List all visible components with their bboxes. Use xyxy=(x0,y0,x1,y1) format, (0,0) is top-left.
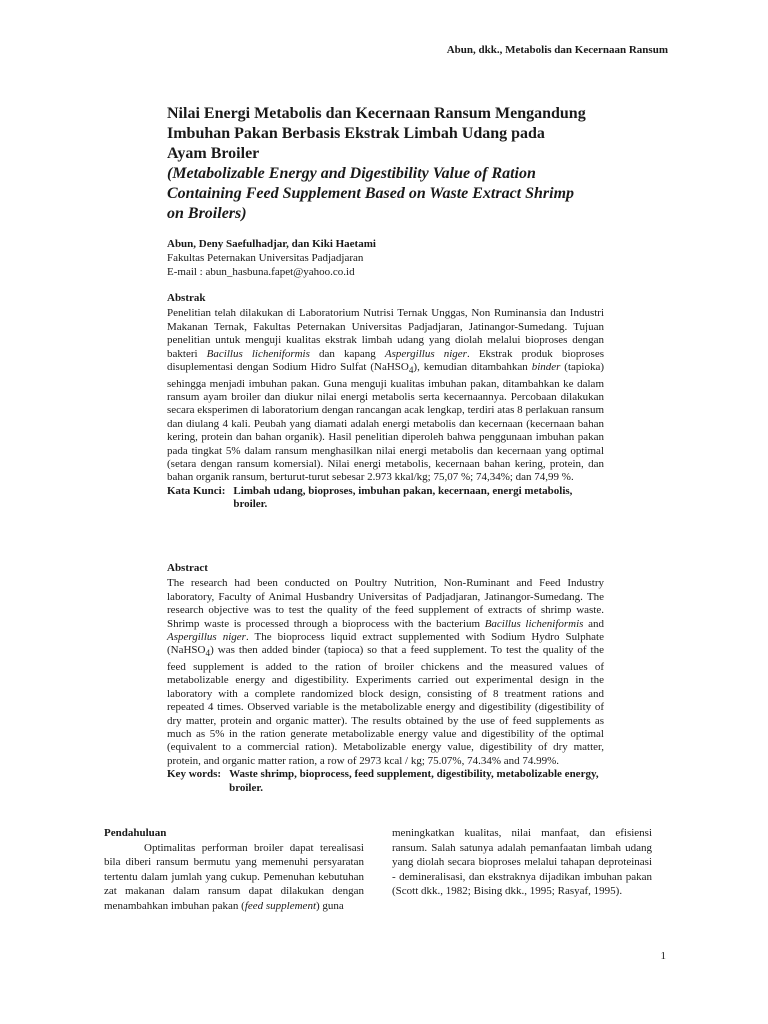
abstrak-species-bacillus: Bacillus licheniformis xyxy=(206,347,310,360)
abstract-text-part: ) was then added binder (tapioca) so that a feed supplement. To test the quality of the feed supplement is added to the ration of broiler chickens and the measured values of metabolizable energy and digestibility. Experiments carried out experimental design in the laboratory with a complete randomized block design, consisting of 8 treatment rations and repeated 4 times. Observed variable is the metabolizable energy and digestibility (digestibility of dry matter, protein and organic matter). The results obtained by the use of feed supplements as much as 5% in the ration generate metabolizable energy value and digestibility of the optimal (equivalent to a commercial ration). Metabolizable energy value, digestibility of dry matter, protein, and organic matter ration, a row of 2973 kcal / kg; 75.07%, 74.34% and 74.99%. xyxy=(167,644,604,767)
abstrak-text-part: (tapioka) sehingga menjadi imbuhan pakan. Guna menguji kualitas imbuhan pakan, ditambahkan ke dalam ransum ayam broiler dan diukur nilai energi metabolis serta kecernaannya. Percobaan dilakukan secara eksperimen di laboratorium dengan rancangan acak lengkap, terdiri atas 8 perlakuan ransum dan diulang 4 kali. Peubah yang diamati adalah energi metabolis dan kecernaan (kecernaan bahan kering, protein dan bahan organik). Hasil penelitian diperoleh bahwa penggunaan imbuhan pakan pada tingkat 5% dalam ransum menghasilkan nilai energi metabolis dan kecernaan yang optimal (setara dengan ransum komersial). Nilai energi metabolis, kecernaan bahan kering, protein, dan bahan organik ransum, berturut-turut sebesar 2.973 kkal/kg; 75,07 %; 74,34%; dan 74,99 %. xyxy=(167,361,605,484)
intro-feed-supplement-term: feed supplement xyxy=(244,899,317,912)
intro-left-text xyxy=(104,841,364,914)
abstract-text-part: and xyxy=(583,617,604,630)
running-head: Abun, dkk., Metabolis dan Kecernaan Ransum xyxy=(446,44,668,56)
author-affiliation: Fakultas Peternakan Universitas Padjadjaran xyxy=(167,252,364,264)
key-words-label: Key words: xyxy=(167,768,222,781)
title-english-line-3: on Broilers) xyxy=(167,205,247,222)
title-indonesian-line-2: Imbuhan Pakan Berbasis Ekstrak Limbah Udang pada xyxy=(167,125,545,142)
intro-right-text: meningkatkan kualitas, nilai manfaat, dan efisiensi ransum. Salah satunya adalah pemanfaatan limbah udang yang diolah secara bioproses melalui tahapan deproteinasi - demineralisasi, dan ekstraknya dijadikan imbuhan pakan (Scott dkk., 1982; Bising dkk., 1995; Rasyaf, 1995). xyxy=(392,827,652,898)
intro-left-column xyxy=(104,826,364,914)
abstrak-text-part: dan kapang xyxy=(309,347,385,360)
abstrak-binder-term: binder xyxy=(531,361,561,374)
abstrak-section xyxy=(167,292,604,512)
title-indonesian-line-1: Nilai Energi Metabolis dan Kecernaan Ransum Mengandung xyxy=(167,105,586,122)
key-words-row xyxy=(167,768,604,795)
kata-kunci-label: Kata Kunci: xyxy=(167,484,226,497)
paper-title xyxy=(167,104,617,224)
abstrak-species-aspergillus: Aspergillus niger xyxy=(384,347,467,360)
title-english-line-2: Containing Feed Supplement Based on Waste Extract Shrimp xyxy=(167,185,575,202)
abstract-text-part: The research had been conducted on Poultry Nutrition, Non-Ruminant and Feed Industry laboratory, Faculty of Animal Husbandry Universitas of Padjadjaran, Jatinangor-Sumedang. The research objective was to test the quality of the feed supplement of extracts of shrimp waste. Shrimp waste is processed through a bioprocess with the bacterium xyxy=(167,577,604,630)
intro-right-column xyxy=(392,826,652,899)
author-block xyxy=(167,237,617,279)
title-indonesian-line-3: Ayam Broiler xyxy=(167,145,260,162)
intro-heading: Pendahuluan xyxy=(104,827,167,839)
abstrak-text-part: Penelitian telah dilakukan di Laboratorium Nutrisi Ternak Unggas, Non Ruminansia dan Industri Makanan Ternak, Fakultas Peternakan Universitas Padjadjaran, Jatinangor-Sumedang. Tujuan penelitian untuk menguji kualitas ekstrak limbah udang yang diolah melalui bioproses dengan bakteri xyxy=(167,307,604,360)
abstract-text xyxy=(167,577,604,768)
abstrak-subscript: 4 xyxy=(408,365,414,376)
title-english-line-1: (Metabolizable Energy and Digestibility Value of Ration xyxy=(167,165,536,182)
abstract-species-bacillus: Bacillus licheniformis xyxy=(484,617,584,630)
abstrak-text-part: . Ekstrak produk bioproses disuplementasi dengan Sodium Hidro Sulfat (NaHSO xyxy=(167,347,605,374)
abstract-section xyxy=(167,562,604,795)
key-words-text: Waste shrimp, bioprocess, feed supplement, digestibility, metabolizable energy, broiler. xyxy=(229,768,599,794)
abstract-subscript: 4 xyxy=(205,648,211,659)
abstract-text-part: . The bioprocess liquid extract supplemented with Sodium Hydro Sulphate (NaHSO xyxy=(167,631,604,657)
kata-kunci-text: Limbah udang, bioproses, imbuhan pakan, kecernaan, energi metabolis, broiler. xyxy=(233,484,573,511)
author-names: Abun, Deny Saefulhadjar, dan Kiki Haetami xyxy=(167,238,376,250)
kata-kunci-row xyxy=(167,485,604,512)
abstrak-text-part: ), kemudian ditambahkan xyxy=(413,361,532,374)
abstrak-heading: Abstrak xyxy=(167,292,206,304)
page-number: 1 xyxy=(660,950,666,962)
author-email: E-mail : abun_hasbuna.fapet@yahoo.co.id xyxy=(167,266,355,278)
abstract-species-aspergillus: Aspergillus niger xyxy=(167,631,246,644)
abstract-heading: Abstract xyxy=(167,562,208,574)
intro-left-text-part: ) guna xyxy=(316,899,344,912)
intro-left-text-part: Optimalitas performan broiler dapat terealisasi bila diberi ransum bermutu yang memenuhi persyaratan tertentu dalam jumlah yang cukup. Pemenuhan kebutuhan zat makanan dalam ransum dapat dilakukan dengan menambahkan imbuhan pakan ( xyxy=(104,841,364,912)
abstrak-text xyxy=(167,307,604,484)
